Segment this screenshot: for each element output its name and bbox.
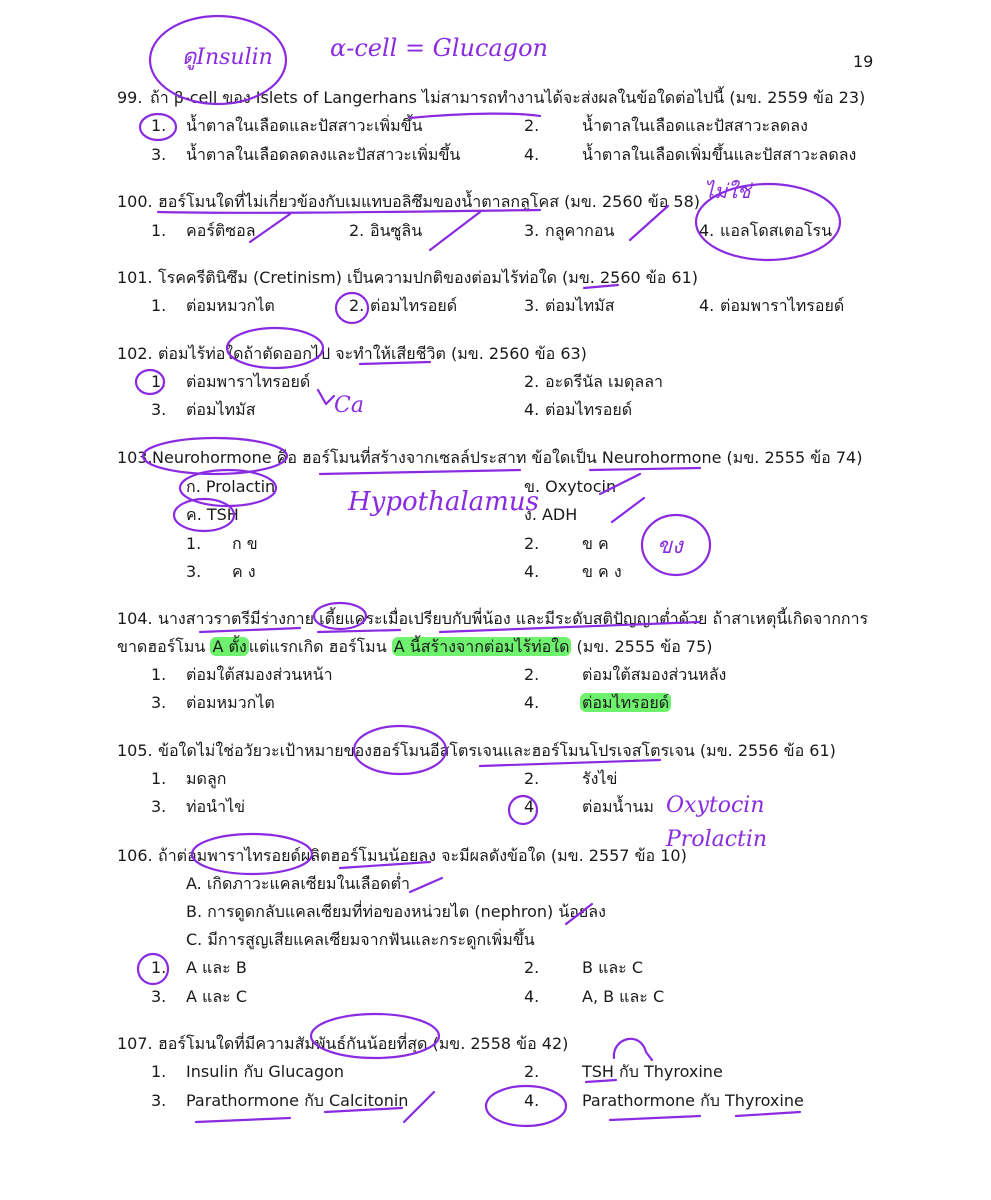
q101-opt1-text: ต่อมหมวกไต xyxy=(186,296,275,315)
q103-opt2-text: ข ค xyxy=(582,534,609,553)
q103-item-kho: ข. Oxytocin xyxy=(524,477,617,496)
question-100-number: 100. xyxy=(117,192,153,211)
hw-alpha-glucagon: α-cell = Glucagon xyxy=(330,34,549,62)
q100-opt4-num: 4. xyxy=(699,221,715,240)
question-106-text: ถ้าต่อมพาราไทรอยด์ผลิตฮอร์โมนน้อยลง จะมีผลดังข้อใด (มข. 2557 ข้อ 10) xyxy=(158,846,687,865)
q103-opt4-num: 4. xyxy=(524,562,540,581)
q107-opt4-num: 4. xyxy=(524,1091,540,1110)
q103-item-ko: ก. Prolactin xyxy=(186,477,276,496)
q107-opt1-num: 1. xyxy=(151,1062,167,1081)
q106-opt4-num: 4. xyxy=(524,987,540,1006)
q107-opt1-text: Insulin กับ Glucagon xyxy=(186,1062,345,1081)
q101-opt4-num: 4. xyxy=(699,296,715,315)
q107-opt4-text: Parathormone กับ Thyroxine xyxy=(582,1091,804,1110)
q102-opt1-text: ต่อมพาราไทรอยด์ xyxy=(186,372,311,391)
underline-q107-4a xyxy=(610,1116,700,1120)
q99-opt2-num: 2. xyxy=(524,116,540,135)
q99-opt1-num: 1. xyxy=(151,116,167,135)
page-number: 19 xyxy=(853,52,874,71)
q105-opt4-text: ต่อมน้ำนม xyxy=(582,797,654,816)
q105-opt1-num: 1. xyxy=(151,769,167,788)
hw-prolactin: Prolactin xyxy=(666,827,768,852)
q100-opt2-num: 2. xyxy=(349,221,365,240)
question-103-number: 103. xyxy=(117,448,153,467)
q103-item-ngo: ง. ADH xyxy=(524,505,578,524)
hw-hypothalamus: Hypothalamus xyxy=(348,487,539,517)
question-107-number: 107. xyxy=(117,1034,153,1053)
q104-highlight-a: A ตั้ง xyxy=(212,637,247,656)
q100-opt3-num: 3. xyxy=(524,221,540,240)
q103-opt1-num: 1. xyxy=(186,534,202,553)
question-104-text-line2 xyxy=(117,637,713,657)
question-105-text: ข้อใดไม่ใช่อวัยวะเป้าหมายของฮอร์โมนอีสโตรเจนและฮอร์โมนโปรเจสโตรเจน (มข. 2556 ข้อ 61) xyxy=(158,741,836,760)
slash-q100-2 xyxy=(430,212,480,250)
q107-opt3-text: Parathormone กับ Calcitonin xyxy=(186,1091,409,1110)
q107-opt2-text: TSH กับ Thyroxine xyxy=(582,1062,723,1081)
q101-opt2-text: ต่อมไทรอยด์ xyxy=(370,296,458,315)
question-102-text: ต่อมไร้ท่อใดถ้าตัดออกไป จะทำให้เสียชีวิต (มข. 2560 ข้อ 63) xyxy=(158,344,587,363)
underline-q103-2 xyxy=(590,468,700,470)
q100-opt1-text: คอร์ติซอล xyxy=(186,221,256,240)
question-105-number: 105. xyxy=(117,741,153,760)
question-104-text-line1: นางสาวราตรีมีร่างกาย เตี้ยแคระเมื่อเปรียบกับพี่น้อง และมีระดับสติปัญญาต่ำด้วย ถ้าสาเหตุนี้เกิดจากการ xyxy=(158,609,869,628)
slash-q100-1 xyxy=(250,214,290,242)
question-104-number: 104. xyxy=(117,609,153,628)
q99-opt4-text: น้ำตาลในเลือดเพิ่มขึ้นและปัสสาวะลดลง xyxy=(582,145,857,164)
q106-opt4-text: A, B และ C xyxy=(582,987,665,1006)
q103-opt3-text: ค ง xyxy=(232,562,256,581)
q107-opt3-num: 3. xyxy=(151,1091,167,1110)
q101-opt1-num: 1. xyxy=(151,296,167,315)
q102-opt2-text: อะดรีนัล เมดุลลา xyxy=(545,372,664,391)
q105-opt2-num: 2. xyxy=(524,769,540,788)
hw-oxytocin: Oxytocin xyxy=(666,793,765,818)
q106-opt1-num: 1. xyxy=(151,958,167,977)
q101-opt2-num: 2. xyxy=(349,296,365,315)
q102-opt3-num: 3. xyxy=(151,400,167,419)
q103-opt3-num: 3. xyxy=(186,562,202,581)
q104-highlight-b: A นี้สร้างจากต่อมไร้ท่อใด xyxy=(393,637,570,656)
q102-opt1-num: 1. xyxy=(151,372,167,391)
q106-opt3-num: 3. xyxy=(151,987,167,1006)
q104-opt3-text: ต่อมหมวกไต xyxy=(186,693,275,712)
q105-opt3-num: 3. xyxy=(151,797,167,816)
q99-opt2-text: น้ำตาลในเลือดและปัสสาวะลดลง xyxy=(582,116,808,135)
q107-opt2-num: 2. xyxy=(524,1062,540,1081)
hw-q100-note: ไม่ใช่ xyxy=(704,179,751,203)
q99-opt4-num: 4. xyxy=(524,145,540,164)
q105-opt4-num: 4. xyxy=(524,797,540,816)
q99-opt3-text: น้ำตาลในเลือดลดลงและปัสสาวะเพิ่มขึ้น xyxy=(186,145,461,164)
q100-opt3-text: กลูคากอน xyxy=(545,221,615,240)
q103-opt1-text: ก ข xyxy=(232,534,258,553)
question-102-number: 102. xyxy=(117,344,153,363)
q101-opt3-num: 3. xyxy=(524,296,540,315)
q105-opt3-text: ท่อนำไข่ xyxy=(186,797,246,816)
q106-item-b: B. การดูดกลับแคลเซียมที่ท่อของหน่วยไต (nephron) น้อยลง xyxy=(186,902,606,921)
underline-q107-parathormone xyxy=(196,1118,290,1122)
q106-item-a: A. เกิดภาวะแคลเซียมในเลือดต่ำ xyxy=(186,874,410,893)
question-100-text: ฮอร์โมนใดที่ไม่เกี่ยวข้องกับเมแทบอลิซึมของน้ำตาลกลูโคส (มข. 2560 ข้อ 58) xyxy=(158,192,700,211)
check-adh xyxy=(612,498,644,522)
q103-opt4-text: ข ค ง xyxy=(582,562,622,581)
q104-opt1-num: 1. xyxy=(151,665,167,684)
q106-opt1-text: A และ B xyxy=(186,958,247,977)
question-103-text: Neurohormone คือ ฮอร์โมนที่สร้างจากเซลล์ประสาท ข้อใดเป็น Neurohormone (มข. 2555 ข้อ 74) xyxy=(152,448,863,467)
q105-opt2-text: รังไข่ xyxy=(582,769,618,788)
circle-q103-answer xyxy=(642,515,710,575)
underline-q107-4b xyxy=(736,1112,800,1116)
arrow-q107 xyxy=(614,1039,652,1060)
q105-opt1-text: มดลูก xyxy=(186,769,227,788)
q104-seg-e: (มข. 2555 ข้อ 75) xyxy=(571,637,713,656)
q106-item-c: C. มีการสูญเสียแคลเซียมจากฟันและกระดูกเพิ่มขึ้น xyxy=(186,930,535,949)
underline-q99 xyxy=(410,114,540,118)
underline-q104-2 xyxy=(318,630,400,632)
q104-opt2-num: 2. xyxy=(524,665,540,684)
question-106-number: 106. xyxy=(117,846,153,865)
q101-opt3-text: ต่อมไทมัส xyxy=(545,296,615,315)
question-107-text: ฮอร์โมนใดที่มีความสัมพันธ์กันน้อยที่สุด (มข. 2558 ข้อ 42) xyxy=(158,1034,569,1053)
q106-opt2-text: B และ C xyxy=(582,958,644,977)
q104-opt4-text xyxy=(580,693,671,713)
hw-ca: Ca xyxy=(334,393,364,418)
question-101-number: 101. xyxy=(117,268,153,287)
q102-opt3-text: ต่อมไทมัส xyxy=(186,400,256,419)
question-101-text: โรคครีตินิซึม (Cretinism) เป็นความปกติของต่อมไร้ท่อใด (มข. 2560 ข้อ 61) xyxy=(158,268,698,287)
q104-seg-a: ขาดฮอร์โมน xyxy=(117,637,211,656)
question-99-number: 99. xyxy=(117,88,143,107)
check-q107-3 xyxy=(404,1092,434,1122)
hw-insulin: ดูInsulin xyxy=(182,45,273,70)
q106-opt3-text: A และ C xyxy=(186,987,247,1006)
q104-opt4-num: 4. xyxy=(524,693,540,712)
q102-opt2-num: 2. xyxy=(524,372,540,391)
q100-opt4-text: แอลโดสเตอโรน xyxy=(720,221,833,240)
q102-opt4-num: 4. xyxy=(524,400,540,419)
q100-opt1-num: 1. xyxy=(151,221,167,240)
q99-opt3-num: 3. xyxy=(151,145,167,164)
question-99-text: ถ้า β-cell ของ Islets of Langerhans ไม่สามารถทำงานได้จะส่งผลในข้อใดต่อไปนี้ (มข. 2559 ข้อ 23) xyxy=(150,88,866,107)
q104-seg-c: แต่แรกเกิด ฮอร์โมน xyxy=(248,637,392,656)
q103-opt2-num: 2. xyxy=(524,534,540,553)
q104-opt2-text: ต่อมใต้สมองส่วนหลัง xyxy=(582,665,727,684)
check-q106-a xyxy=(410,878,442,892)
q99-opt1-text: น้ำตาลในเลือดและปัสสาวะเพิ่มขึ้น xyxy=(186,116,423,135)
q100-opt2-text: อินซูลิน xyxy=(370,221,423,240)
q106-opt2-num: 2. xyxy=(524,958,540,977)
underline-q103 xyxy=(320,470,520,474)
q104-opt1-text: ต่อมใต้สมองส่วนหน้า xyxy=(186,665,333,684)
q103-item-kho2: ค. TSH xyxy=(186,505,239,524)
q101-opt4-text: ต่อมพาราไทรอยด์ xyxy=(720,296,845,315)
q104-opt4-highlight: ต่อมไทรอยด์ xyxy=(582,693,670,712)
q102-opt4-text: ต่อมไทรอยด์ xyxy=(545,400,633,419)
hw-q103-answer: ขง xyxy=(657,534,683,559)
q104-opt3-num: 3. xyxy=(151,693,167,712)
arrow-q102 xyxy=(318,390,334,404)
